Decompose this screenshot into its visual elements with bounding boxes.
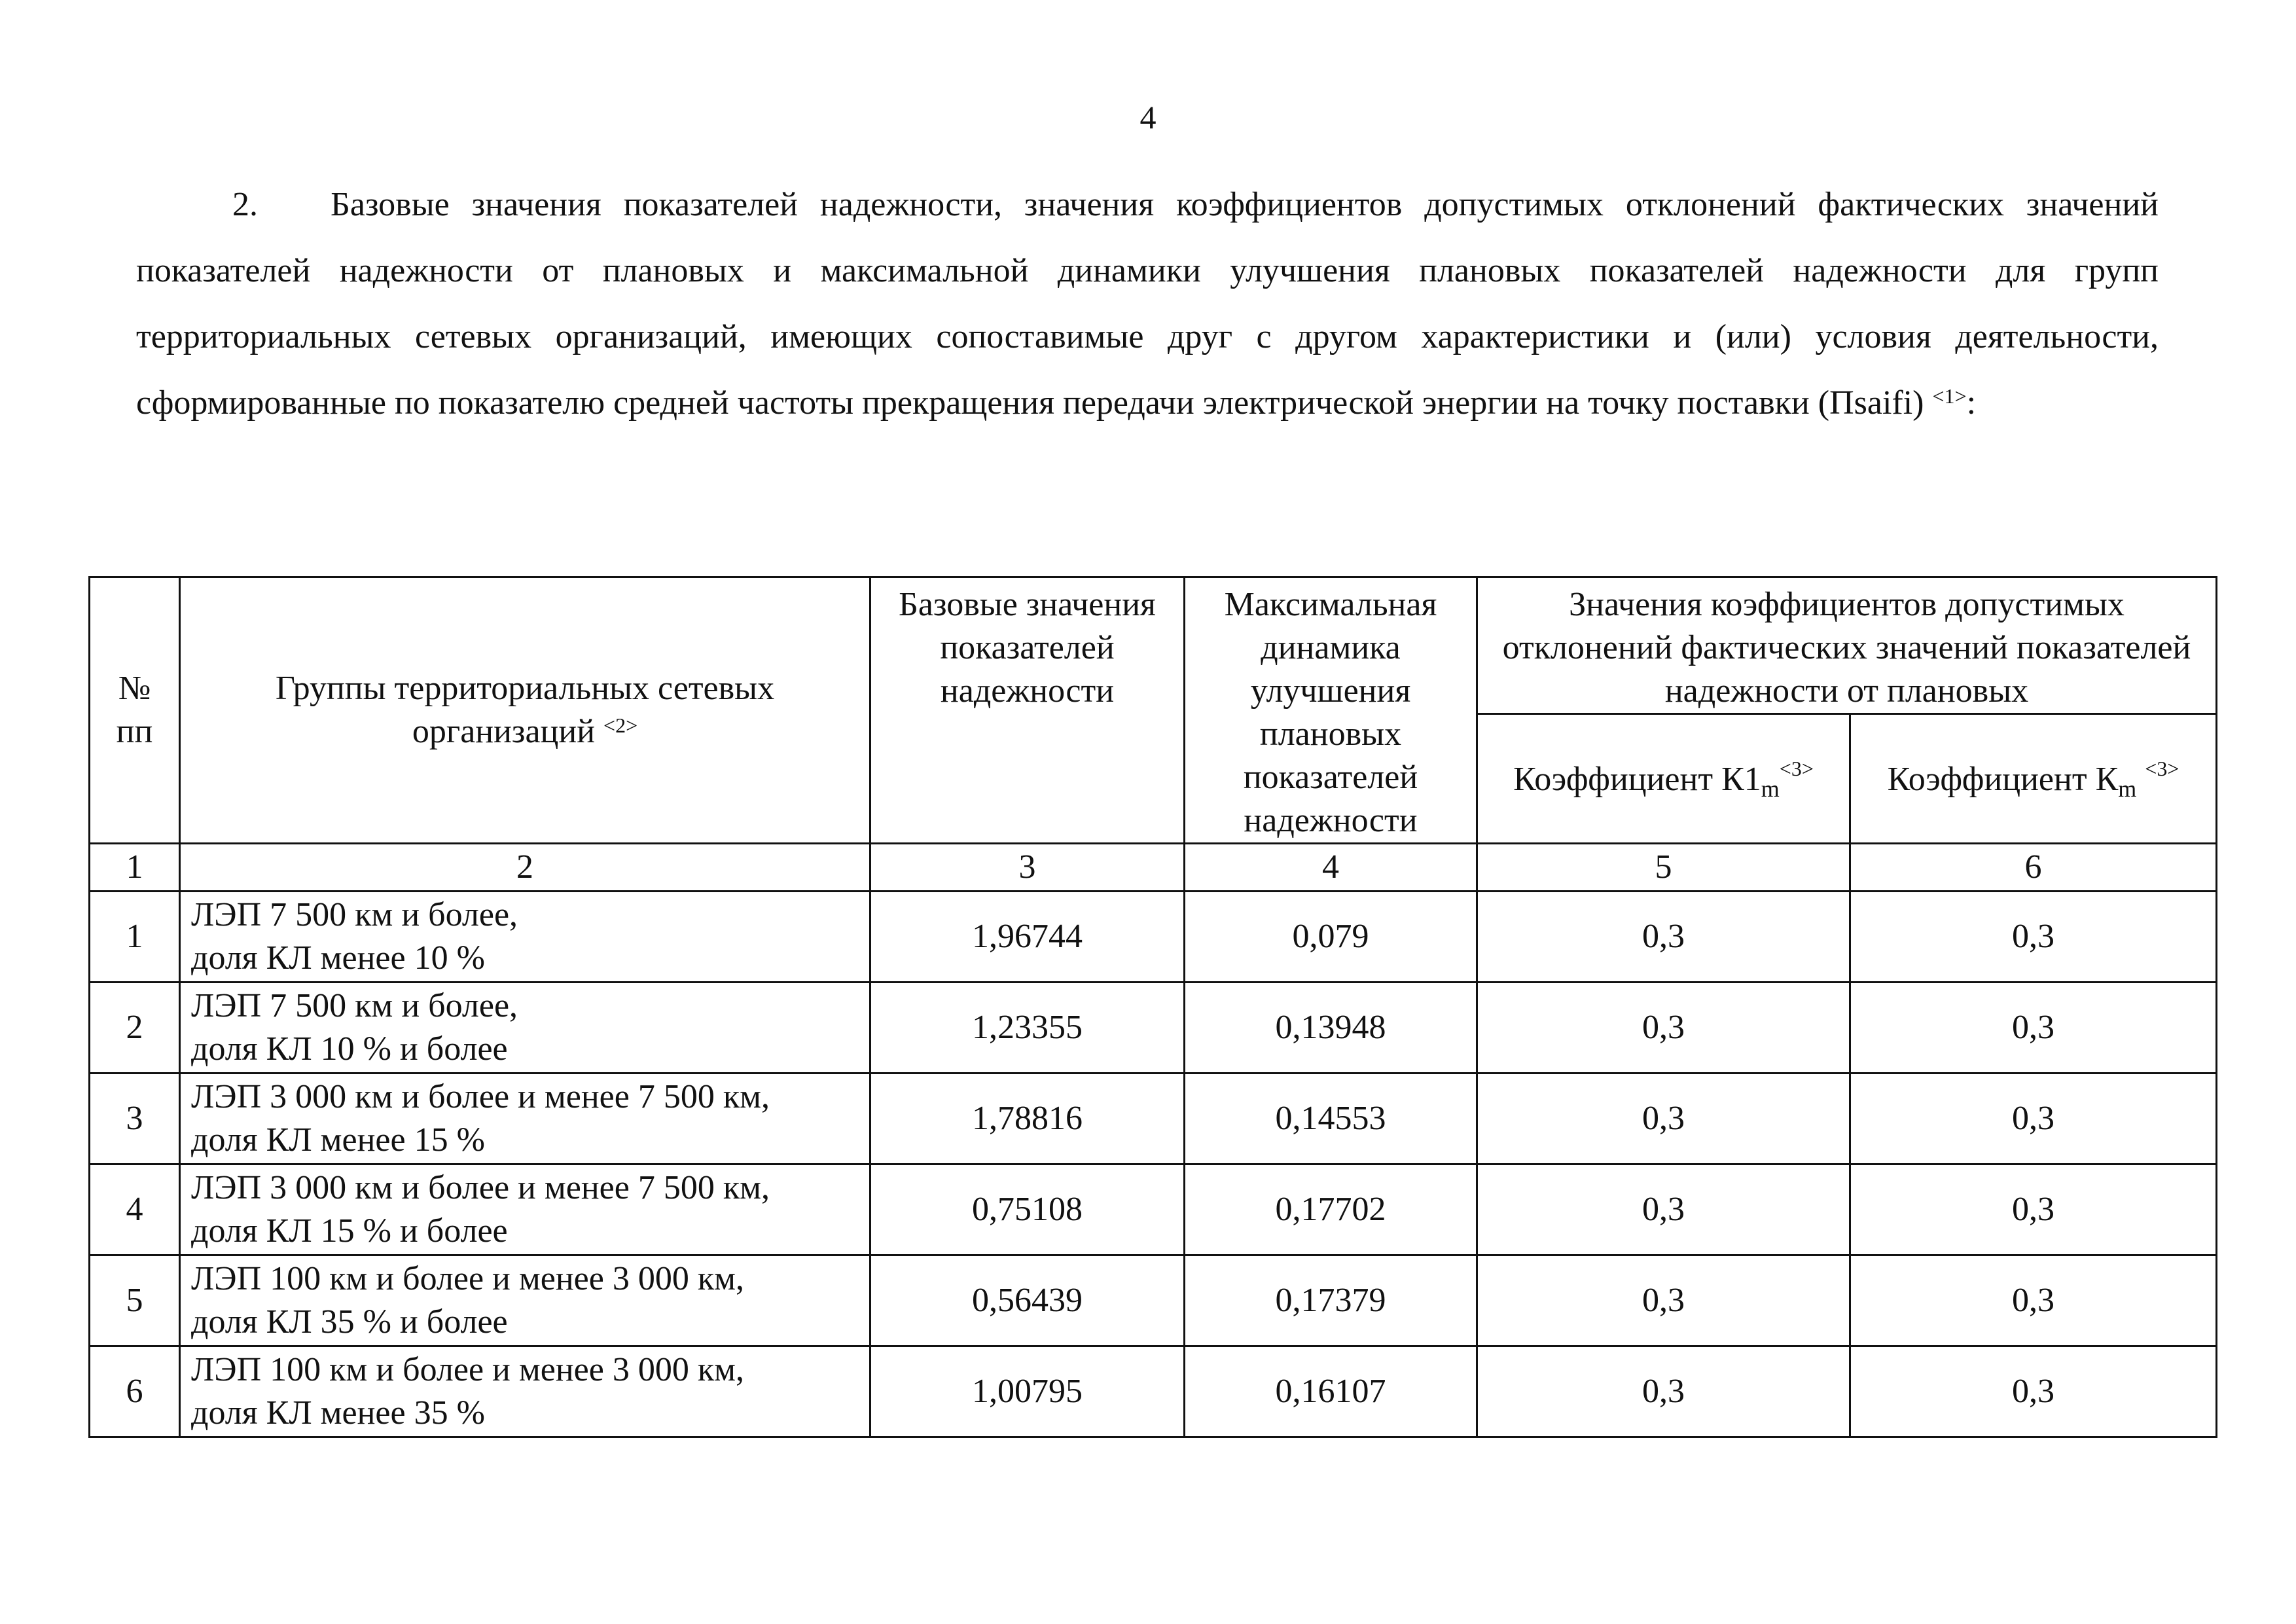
row-group-line2: доля КЛ менее 10 % (191, 939, 485, 977)
column-number: 6 (1850, 844, 2217, 892)
table-row (90, 892, 2217, 983)
row-group-line2: доля КЛ менее 35 % (191, 1394, 485, 1432)
column-number: 5 (1477, 844, 1850, 892)
row-num: 3 (90, 1074, 180, 1164)
page-number: 4 (1139, 99, 1157, 135)
row-base-value: 1,00795 (870, 1346, 1185, 1437)
row-coef-k: 0,3 (1850, 983, 2217, 1074)
header-groups-text: Группы территориальных сетевых организаций (275, 670, 775, 750)
row-group-line1: ЛЭП 3 000 км и более и менее 7 500 км, (191, 1078, 770, 1115)
footnote-ref-2: <2> (603, 713, 638, 737)
table-row (90, 1164, 2217, 1255)
row-coef-k1: 0,3 (1477, 1074, 1850, 1164)
row-group-line2: доля КЛ 10 % и более (191, 1030, 508, 1068)
header-max-dynamics: Максимальная динамика улучшения плановых показателей надежности (1185, 577, 1477, 844)
row-num: 2 (90, 983, 180, 1074)
row-coef-k1: 0,3 (1477, 1255, 1850, 1346)
header-base-values: Базовые значения показателей надежности (870, 577, 1185, 844)
row-group-line2: доля КЛ 15 % и более (191, 1212, 508, 1250)
row-base-value: 0,75108 (870, 1164, 1185, 1255)
intro-paragraph (136, 171, 2159, 436)
row-group-line1: ЛЭП 7 500 км и более, (191, 896, 518, 933)
row-coef-k: 0,3 (1850, 1164, 2217, 1255)
row-coef-k: 0,3 (1850, 1346, 2217, 1437)
row-num: 1 (90, 892, 180, 983)
column-number: 2 (180, 844, 870, 892)
row-coef-k1: 0,3 (1477, 1346, 1850, 1437)
row-group (180, 1074, 870, 1164)
row-num: 6 (90, 1346, 180, 1437)
header-coef2-sub: m (2118, 776, 2137, 802)
row-group-line1: ЛЭП 100 км и более и менее 3 000 км, (191, 1351, 744, 1388)
row-group-line1: ЛЭП 3 000 км и более и менее 7 500 км, (191, 1169, 770, 1206)
header-coef1-sub: m (1761, 776, 1780, 802)
row-base-value: 1,23355 (870, 983, 1185, 1074)
row-group-line1: ЛЭП 100 км и более и менее 3 000 км, (191, 1260, 744, 1297)
row-group-line2: доля КЛ менее 15 % (191, 1121, 485, 1159)
row-max-dynamics: 0,13948 (1185, 983, 1477, 1074)
header-groups (180, 577, 870, 844)
table-row (90, 1346, 2217, 1437)
row-max-dynamics: 0,14553 (1185, 1074, 1477, 1164)
footnote-ref-3b: <3> (2145, 757, 2179, 780)
footnote-ref-3a: <3> (1779, 757, 1814, 780)
row-coef-k1: 0,3 (1477, 983, 1850, 1074)
row-max-dynamics: 0,079 (1185, 892, 1477, 983)
row-max-dynamics: 0,16107 (1185, 1346, 1477, 1437)
header-coef2-label: Коэффициент К (1887, 761, 2119, 798)
header-num (90, 577, 180, 844)
header-num-line1: № (118, 670, 151, 707)
row-base-value: 1,78816 (870, 1074, 1185, 1164)
header-coef2 (1850, 714, 2217, 844)
row-coef-k1: 0,3 (1477, 1164, 1850, 1255)
section-number: 2. (232, 186, 258, 223)
column-number: 3 (870, 844, 1185, 892)
row-coef-k1: 0,3 (1477, 892, 1850, 983)
header-coef1 (1477, 714, 1850, 844)
intro-ending: : (1966, 384, 1977, 422)
row-coef-k: 0,3 (1850, 1074, 2217, 1164)
reliability-table-container (88, 576, 2217, 1438)
row-group (180, 892, 870, 983)
row-group (180, 1255, 870, 1346)
table-row (90, 1255, 2217, 1346)
footnote-ref-1: <1> (1932, 384, 1967, 408)
row-group-line2: доля КЛ 35 % и более (191, 1303, 508, 1341)
table-row (90, 983, 2217, 1074)
row-num: 4 (90, 1164, 180, 1255)
row-group (180, 1164, 870, 1255)
reliability-table (88, 576, 2217, 1438)
row-coef-k: 0,3 (1850, 1255, 2217, 1346)
header-coef-group: Значения коэффициентов допустимых отклонений фактических значений показателей надежности от плановых (1477, 577, 2217, 714)
row-group-line1: ЛЭП 7 500 км и более, (191, 987, 518, 1024)
row-base-value: 0,56439 (870, 1255, 1185, 1346)
intro-text: Базовые значения показателей надежности, значения коэффициентов допустимых отклонений фактических значений показателей надежности от плановых и максимальной динамики улучшения плановых показателей надежности для групп территориальных сетевых организаций, имеющих сопоставимые друг с другом характеристики и (или) условия деятельности, сформированные по показателю средней частоты прекращения передачи электрической энергии на точку поставки (Пsaifi) (136, 186, 2159, 422)
row-max-dynamics: 0,17379 (1185, 1255, 1477, 1346)
header-num-line2: пп (116, 713, 153, 750)
row-num: 5 (90, 1255, 180, 1346)
row-max-dynamics: 0,17702 (1185, 1164, 1477, 1255)
row-base-value: 1,96744 (870, 892, 1185, 983)
row-group (180, 1346, 870, 1437)
table-row (90, 1074, 2217, 1164)
column-number: 4 (1185, 844, 1477, 892)
row-group (180, 983, 870, 1074)
row-coef-k: 0,3 (1850, 892, 2217, 983)
column-number: 1 (90, 844, 180, 892)
column-number-row (90, 844, 2217, 892)
header-coef1-label: Коэффициент К1 (1513, 761, 1761, 798)
